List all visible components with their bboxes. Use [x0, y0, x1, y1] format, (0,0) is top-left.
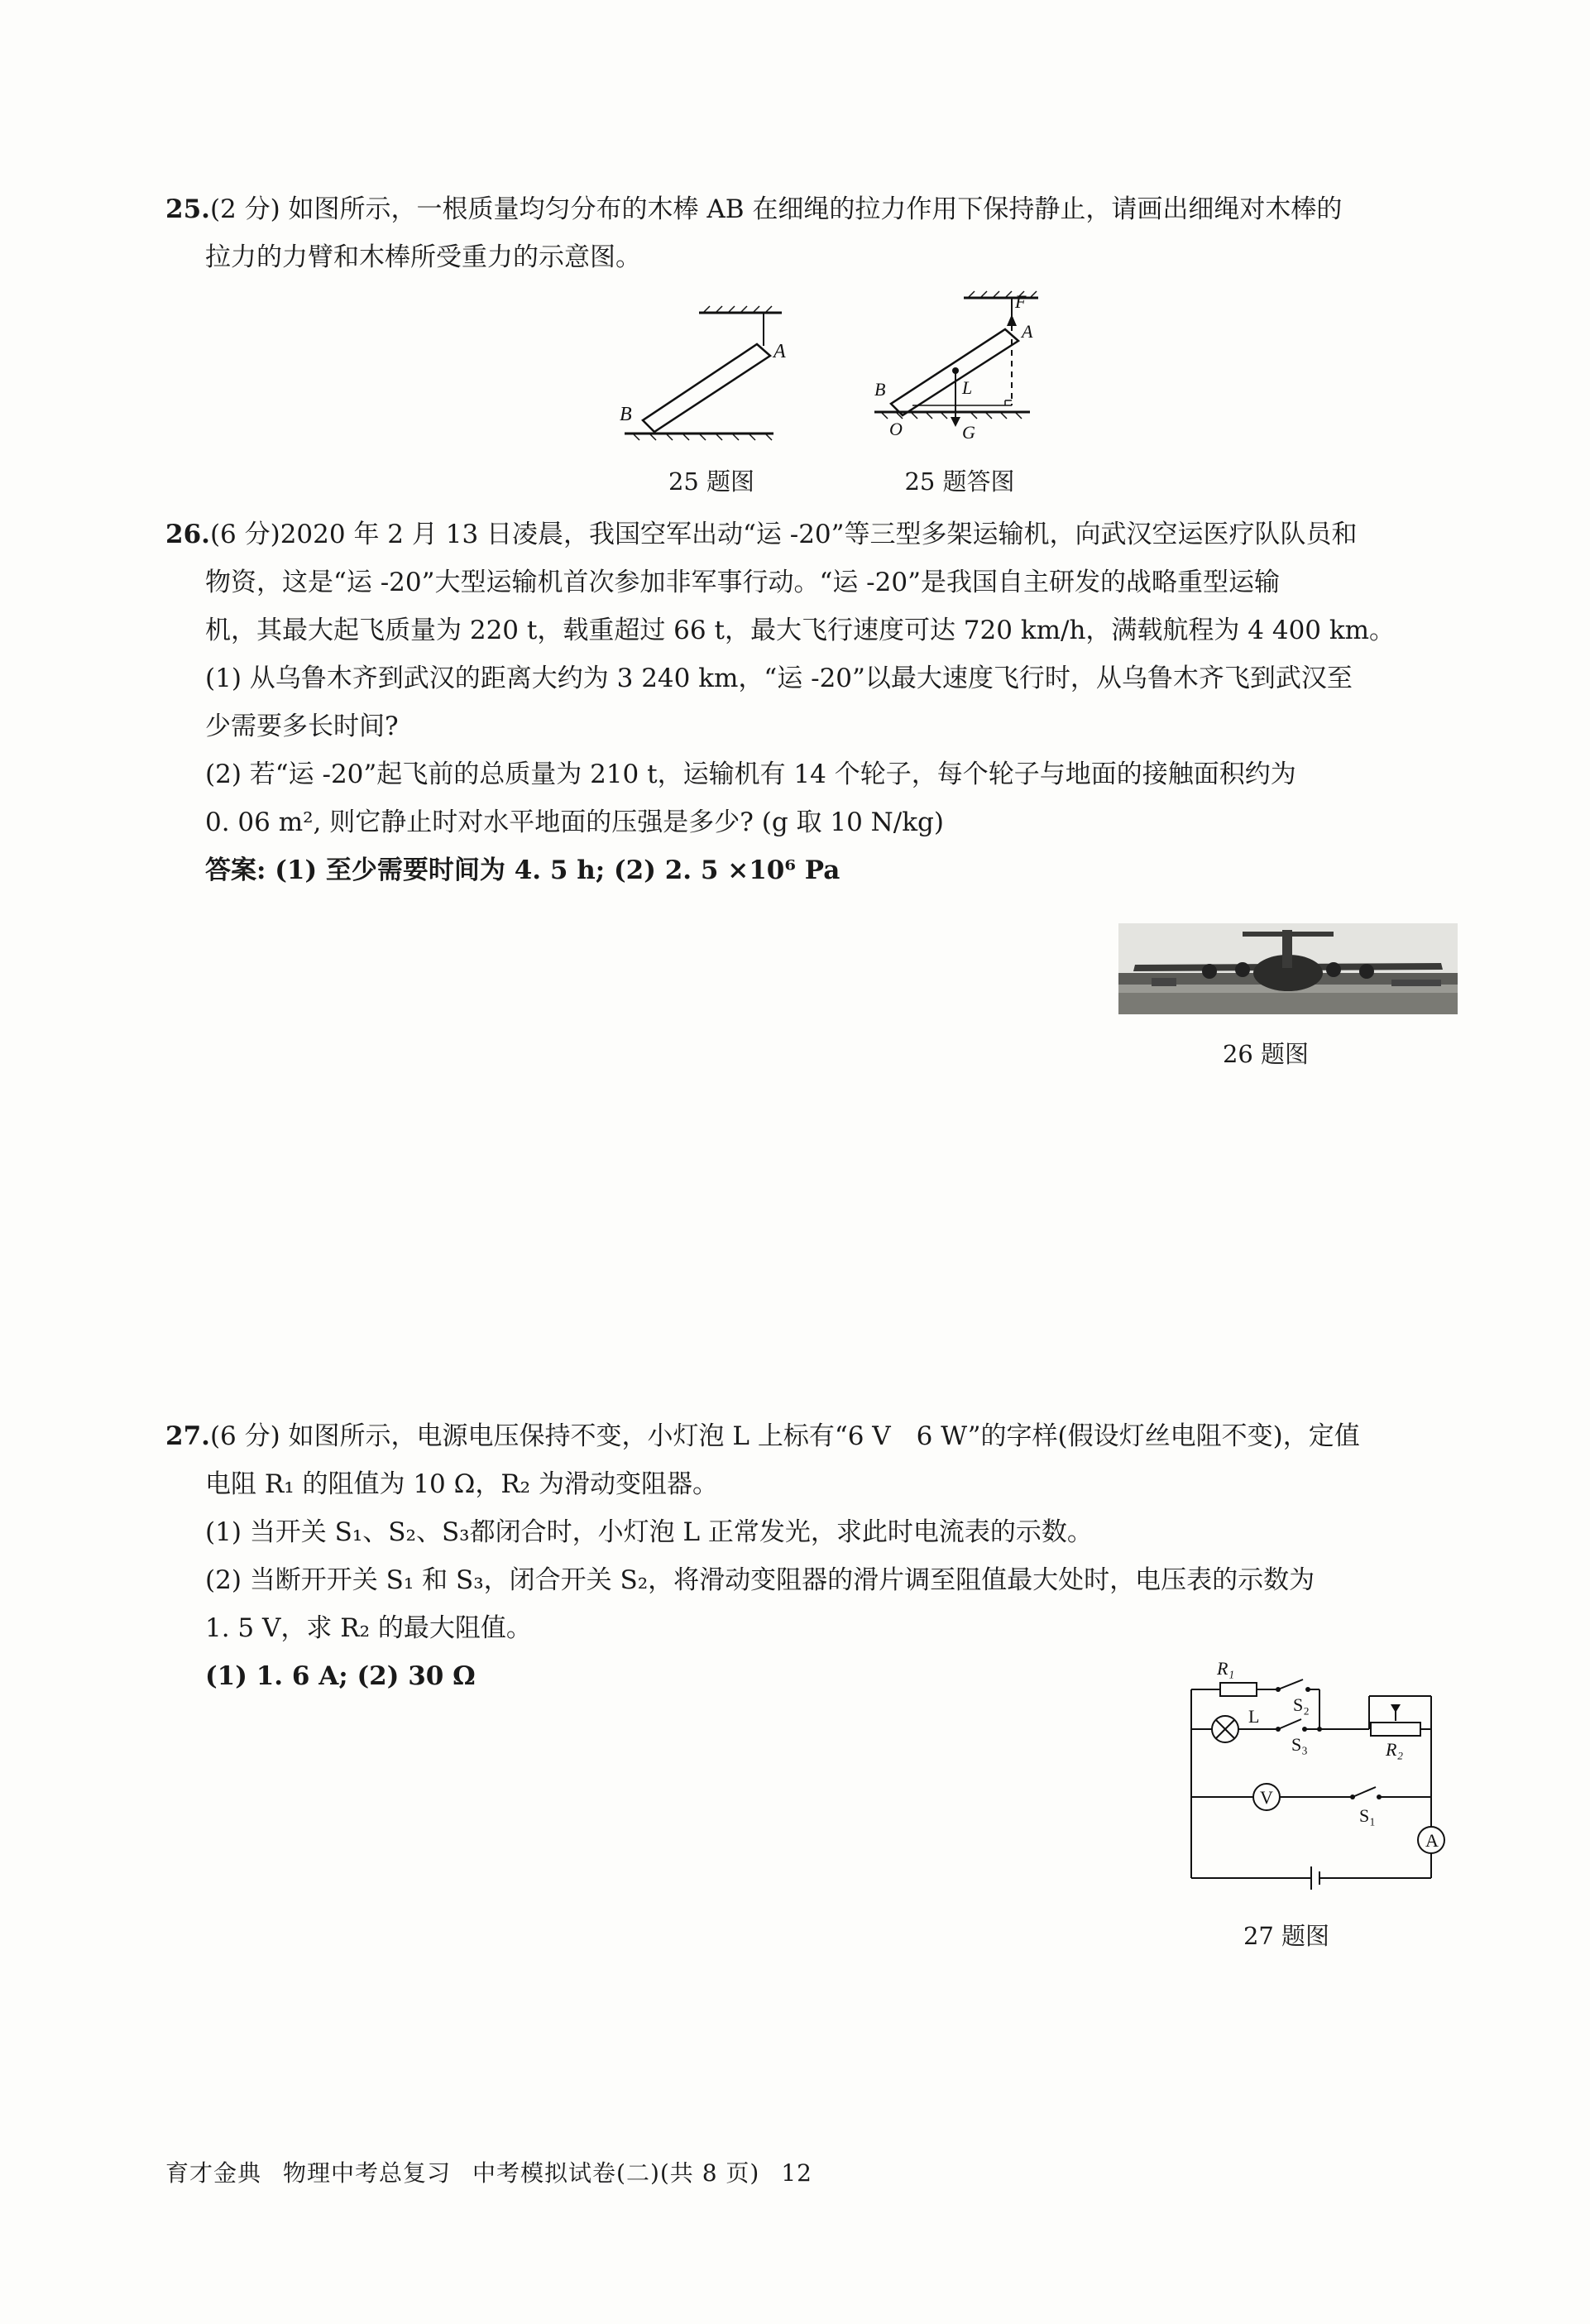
question-text: 物资，这是“运 -20”大型运输机首次参加非军事行动。“运 -20”是我国自主研发的战略重型运输: [205, 568, 1280, 597]
answer: (1) 1. 6 A; (2) 30 Ω: [205, 1661, 476, 1691]
answer: 答案: (1) 至少需要时间为 4. 5 h; (2) 2. 5 ×10⁶ Pa: [205, 855, 840, 885]
subquestion-1: (1) 从乌鲁木齐到武汉的距离大约为 3 240 km，“运 -20”以最大速度飞行时，从乌鲁木齐飞到武汉至: [205, 664, 1353, 693]
label-f: F: [1015, 291, 1027, 312]
label-a: A: [1022, 321, 1033, 342]
footer-paper: 中考模拟试卷(二)(共 8 页): [472, 2159, 760, 2187]
footer-subject: 物理中考总复习: [283, 2159, 452, 2187]
figure-25-answer: [864, 281, 1063, 447]
question-text: (6 分) 如图所示，电源电压保持不变，小灯泡 L 上标有“6 V 6 W”的字样(假设灯丝电阻不变)，定值: [209, 1421, 1360, 1451]
figure-caption: 25 题图: [668, 467, 755, 496]
question-number: 27.: [165, 1421, 210, 1451]
label-a: A: [1425, 1830, 1439, 1851]
label-r1: R₁: [1217, 1658, 1235, 1679]
subquestion-2: 1. 5 V，求 R₂ 的最大阻值。: [205, 1613, 532, 1643]
subquestion-2: (2) 当断开开关 S₁ 和 S₃，闭合开关 S₂，将滑动变阻器的滑片调至阻值最大处时，电压表的示数为: [205, 1565, 1315, 1595]
label-l: L: [962, 377, 973, 398]
label-l: L: [1248, 1706, 1260, 1727]
page-number: 12: [781, 2159, 812, 2187]
label-a: A: [773, 341, 786, 362]
label-s1: S₁: [1359, 1805, 1376, 1826]
subquestion-1: (1) 当开关 S₁、S₂、S₃都闭合时，小灯泡 L 正常发光，求此时电流表的示数。: [205, 1517, 1093, 1547]
question-number: 25.: [165, 194, 210, 224]
question-text: 机，其最大起飞质量为 220 t，载重超过 66 t，最大飞行速度可达 720 km/h，满载航程为 4 400 km。: [205, 616, 1396, 645]
figure-caption: 25 题答图: [904, 467, 1015, 496]
figure-caption: 26 题图: [1222, 1040, 1310, 1068]
label-b: B: [874, 379, 886, 400]
figure-caption: 27 题图: [1243, 1922, 1330, 1950]
label-v: V: [1260, 1787, 1273, 1808]
question-25: [165, 185, 1456, 281]
page-footer: [165, 2155, 834, 2188]
label-s3: S₃: [1291, 1734, 1308, 1755]
label-o: O: [889, 419, 903, 439]
label-g: G: [962, 422, 975, 443]
label-s2: S₂: [1293, 1694, 1310, 1715]
circuit-diagram: [1179, 1646, 1468, 1895]
question-text: (2 分) 如图所示，一根质量均匀分布的木棒 AB 在细绳的拉力作用下保持静止，请画出细绳对木棒的: [209, 194, 1343, 224]
question-text: (6 分)2020 年 2 月 13 日凌晨，我国空军出动“运 -20”等三型多架运输机，向武汉空运医疗队队员和: [209, 520, 1358, 549]
transport-plane-photo: [1118, 923, 1458, 1014]
label-b: B: [620, 404, 632, 425]
footer-brand: 育才金典: [165, 2159, 262, 2187]
subquestion-2: 0. 06 m², 则它静止时对水平地面的压强是多少? (g 取 10 N/kg): [205, 807, 944, 837]
subquestion-1: 少需要多长时间?: [205, 712, 399, 741]
figure-25: [608, 290, 807, 447]
question-text: 拉力的力臂和木棒所受重力的示意图。: [205, 242, 641, 272]
question-text: 电阻 R₁ 的阻值为 10 Ω，R₂ 为滑动变阻器。: [205, 1469, 718, 1499]
question-number: 26.: [165, 520, 210, 549]
question-26: [165, 510, 1456, 894]
label-r2: R₂: [1386, 1739, 1404, 1760]
subquestion-2: (2) 若“运 -20”起飞前的总质量为 210 t，运输机有 14 个轮子，每个轮子与地面的接触面积约为: [205, 759, 1296, 789]
